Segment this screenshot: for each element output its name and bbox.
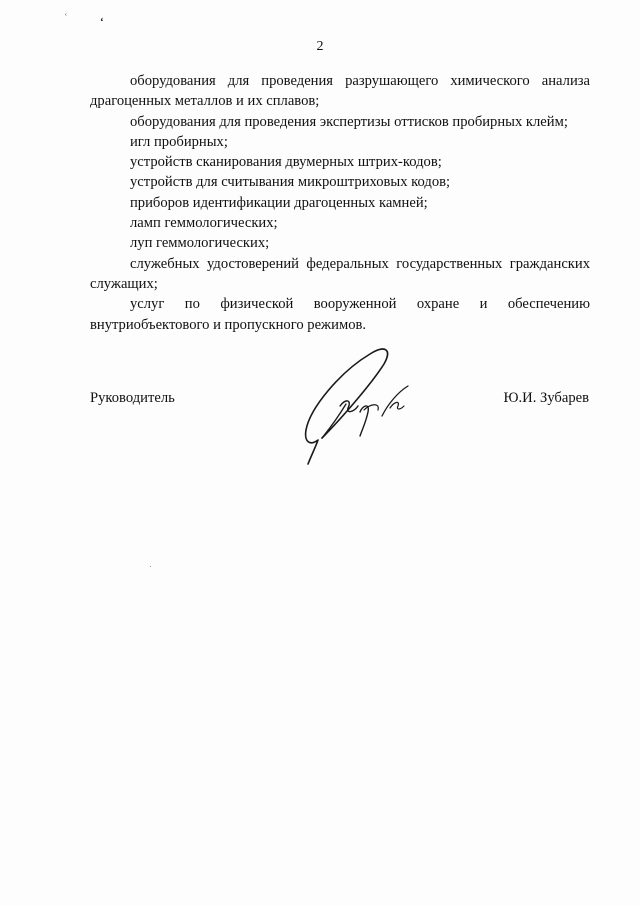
document-body (90, 71, 590, 335)
signatory-position: Руководитель (90, 390, 175, 406)
scan-artifact-mark: ʻ (100, 16, 104, 28)
list-item: ламп геммологических; (130, 215, 278, 232)
list-item: устройств сканирования двумерных штрих-кодов; (130, 154, 442, 171)
list-item: игл пробирных; (130, 133, 228, 150)
list-item: оборудования для проведения разрушающего химического анализа драгоценных металлов и их сплавов; (90, 73, 590, 110)
list-item: приборов идентификации драгоценных камней; (130, 194, 428, 211)
list-item: устройств для считывания микроштриховых кодов; (130, 174, 451, 191)
list-item: служебных удостоверений федеральных государственных гражданских служащих; (90, 255, 590, 292)
list-item: услуг по физической вооруженной охране и обеспечению внутриобъектового и пропускного режимов. (90, 296, 590, 333)
handwritten-signature (300, 342, 420, 467)
scan-speck (150, 566, 151, 567)
page-number: 2 (316, 39, 324, 54)
list-item: оборудования для проведения экспертизы оттисков пробирных клейм; (130, 113, 568, 130)
signatory-name: Ю.И. Зубарев (503, 390, 589, 406)
list-item: луп геммологических; (130, 235, 270, 252)
scan-artifact-mark: ʿ (64, 12, 68, 24)
